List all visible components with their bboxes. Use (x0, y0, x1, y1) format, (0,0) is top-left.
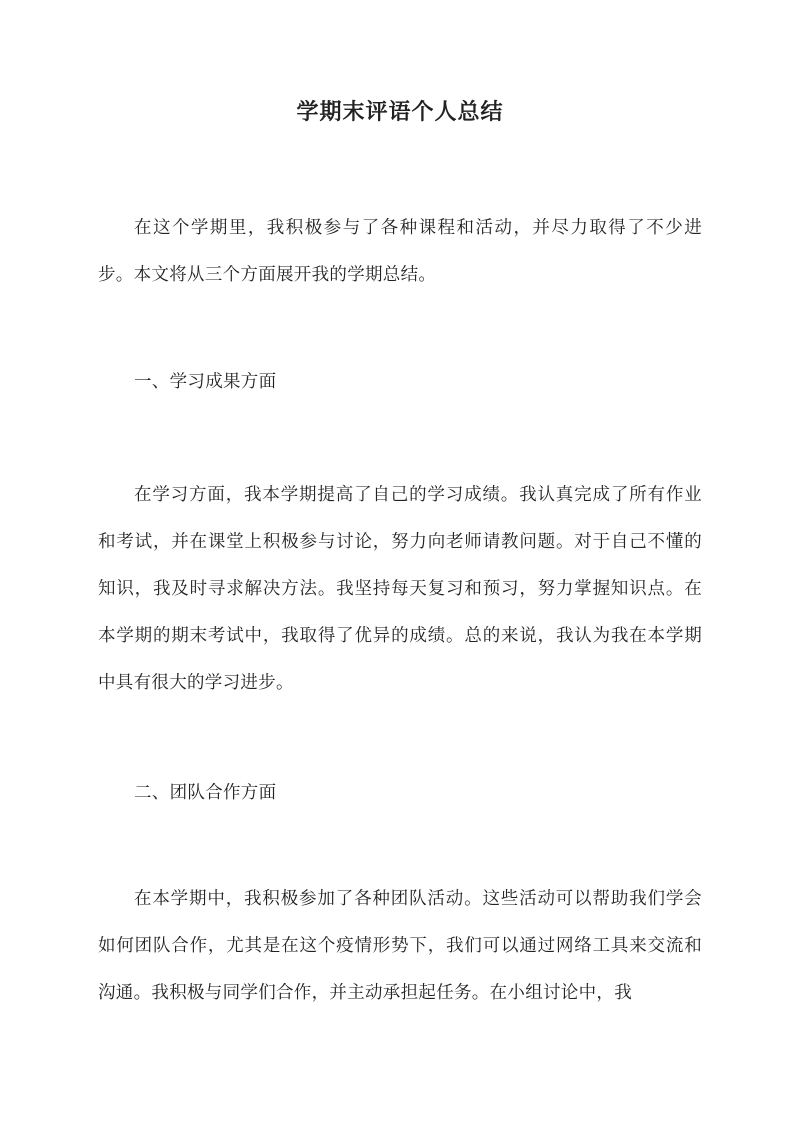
section-body-study: 在学习方面，我本学期提高了自己的学习成绩。我认真完成了所有作业和考试，并在课堂上积极参与讨论，努力向老师请教问题。对于自己不懂的知识，我及时寻求解决方法。我坚持每天复习和预习，努力掌握知识点。在本学期的期末考试中，我取得了优异的成绩。总的来说，我认为我在本学期中具有很大的学习进步。 (98, 485, 702, 693)
section-heading-study: 一、学习成果方面 (134, 372, 277, 392)
section-body-teamwork: 在本学期中，我积极参加了各种团队活动。这些活动可以帮助我们学会如何团队合作，尤其是在这个疫情形势下，我们可以通过网络工具来交流和沟通。我积极与同学们合作，并主动承担起任务。在小组讨论中，我 (98, 889, 702, 1003)
document-title: 学期末评语个人总结 (296, 99, 504, 125)
section-heading-teamwork: 二、团队合作方面 (134, 783, 277, 803)
intro-paragraph: 在这个学期里，我积极参与了各种课程和活动，并尽力取得了不少进步。本文将从三个方面展开我的学期总结。 (98, 218, 702, 285)
